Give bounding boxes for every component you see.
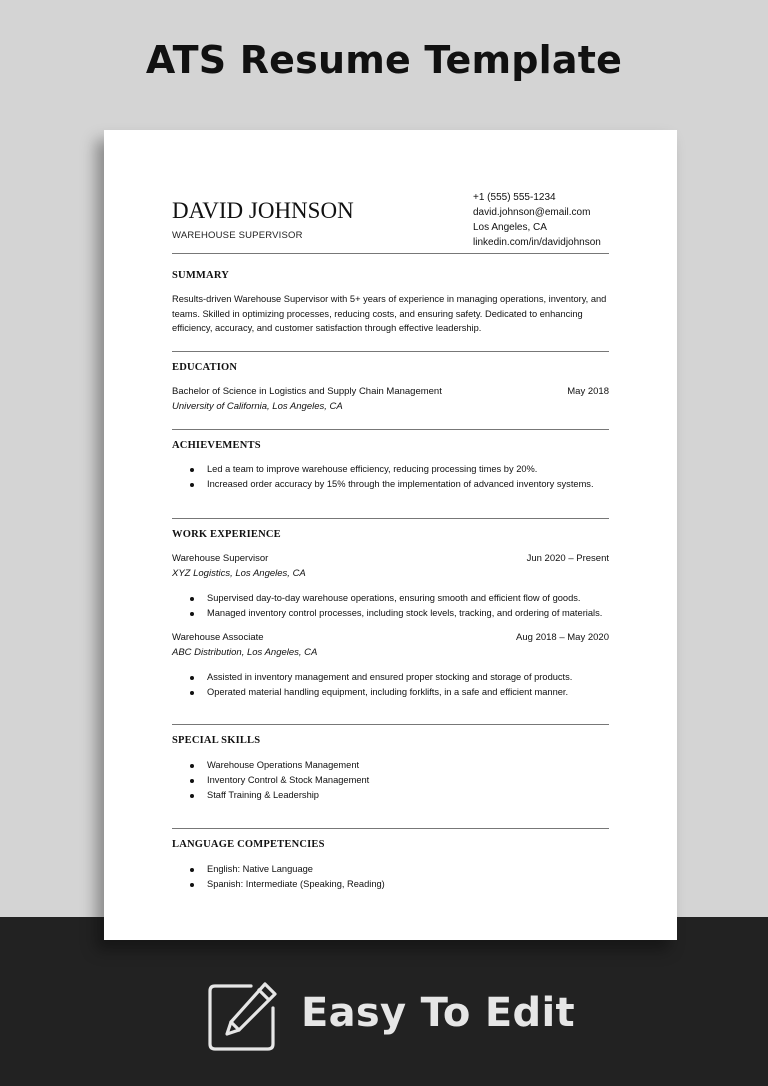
resume-sheet — [104, 130, 677, 940]
list-item: Assisted in inventory management and ensured proper stocking and storage of products. — [172, 670, 572, 685]
contact-block — [473, 190, 601, 250]
skills-title: SPECIAL SKILLS — [172, 735, 261, 746]
languages-title: LANGUAGE COMPETENCIES — [172, 839, 325, 850]
list-item: Led a team to improve warehouse efficiency, reducing processing times by 20%. — [172, 462, 594, 477]
job-dates: Jun 2020 – Present — [526, 553, 609, 564]
work-title: WORK EXPERIENCE — [172, 529, 281, 540]
job-line — [172, 552, 609, 566]
skills-list — [172, 758, 369, 803]
education-degree-line — [172, 385, 609, 399]
banner-title: ATS Resume Template — [145, 38, 623, 82]
contact-email: david.johnson@email.com — [473, 207, 591, 218]
list-item: Spanish: Intermediate (Speaking, Reading) — [172, 877, 385, 892]
education-date: May 2018 — [567, 386, 609, 397]
education-school: University of California, Los Angeles, CA — [172, 401, 343, 412]
education-degree: Bachelor of Science in Logistics and Supply Chain Management — [172, 386, 442, 397]
divider — [172, 429, 609, 430]
summary-text: Results-driven Warehouse Supervisor with 5+ years of experience in managing operations, inventory, and teams. Skilled in optimizing processes, reducing costs, and ensuring safety. Dedicated to enhancing efficiency, accuracy, and customer satisfaction through effective leadership. — [172, 294, 607, 333]
easy-to-edit-label: Easy To Edit — [301, 990, 575, 1036]
list-item: English: Native Language — [172, 862, 385, 877]
contact-location: Los Angeles, CA — [473, 222, 547, 233]
languages-list — [172, 862, 385, 892]
pencil-edit-icon — [207, 978, 281, 1052]
list-item: Staff Training & Leadership — [172, 788, 369, 803]
divider — [172, 828, 609, 829]
divider — [172, 724, 609, 725]
list-item: Managed inventory control processes, including stock levels, tracking, and ordering of materials. — [172, 606, 602, 621]
education-title: EDUCATION — [172, 362, 238, 373]
list-item: Increased order accuracy by 15% through the implementation of advanced inventory systems. — [172, 477, 594, 492]
job-line — [172, 631, 609, 645]
divider — [172, 253, 609, 254]
job-position: Warehouse Supervisor — [172, 553, 269, 564]
job-position: Warehouse Associate — [172, 632, 264, 643]
divider — [172, 351, 609, 352]
job-bullets — [172, 591, 602, 621]
contact-phone: +1 (555) 555-1234 — [473, 192, 556, 203]
achievements-title: ACHIEVEMENTS — [172, 440, 261, 451]
divider — [172, 518, 609, 519]
job-company: ABC Distribution, Los Angeles, CA — [172, 647, 318, 658]
job-bullets — [172, 670, 572, 700]
list-item: Operated material handling equipment, including forklifts, in a safe and efficient manner. — [172, 685, 572, 700]
contact-linkedin: linkedin.com/in/davidjohnson — [473, 237, 601, 248]
list-item: Inventory Control & Stock Management — [172, 773, 369, 788]
resume-name: DAVID JOHNSON — [172, 198, 354, 223]
summary-title: SUMMARY — [172, 270, 230, 281]
resume-role: WAREHOUSE SUPERVISOR — [172, 230, 303, 241]
achievements-list — [172, 462, 594, 492]
job-company: XYZ Logistics, Los Angeles, CA — [172, 568, 306, 579]
job-dates: Aug 2018 – May 2020 — [516, 632, 609, 643]
list-item: Supervised day-to-day warehouse operations, ensuring smooth and efficient flow of goods. — [172, 591, 602, 606]
list-item: Warehouse Operations Management — [172, 758, 369, 773]
